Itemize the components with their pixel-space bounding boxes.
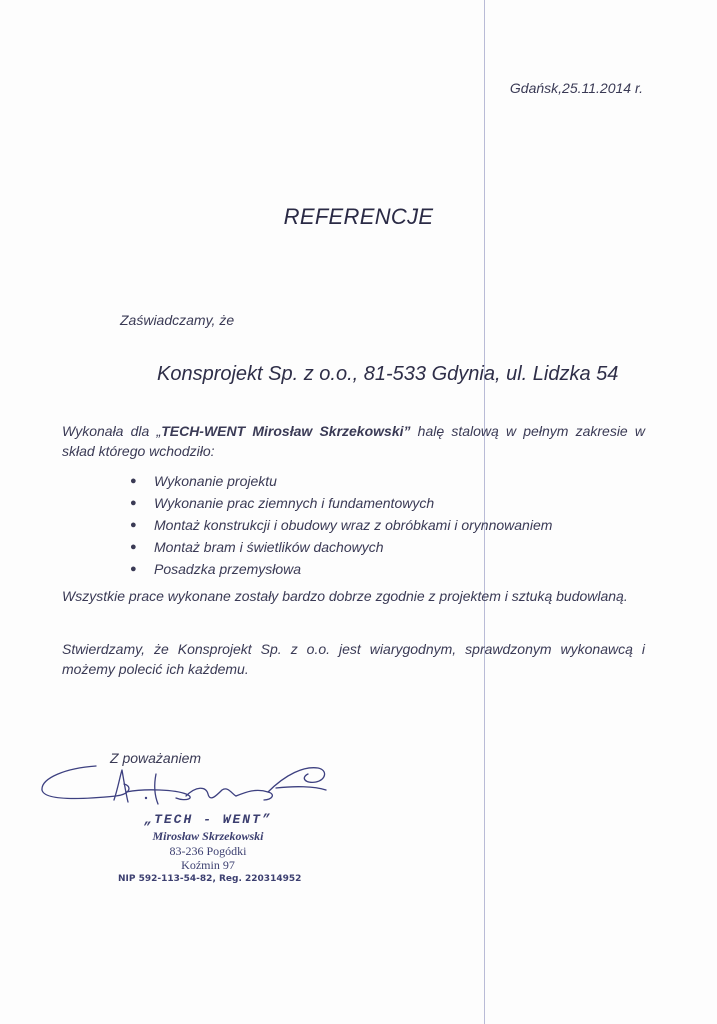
bullet-icon: ● [130,475,137,487]
bullet-icon: ● [130,519,137,531]
company-stamp [118,812,302,884]
handwritten-signature [36,748,336,818]
bullet-icon: ● [130,541,137,553]
intro-line: Zaświadczamy, że [120,312,235,328]
letter-date: Gdańsk,25.11.2014 r. [509,80,643,96]
scope-item [128,536,552,558]
bullet-icon: ● [130,497,137,509]
stamp-owner-name: Mirosław Skrzekowski [152,829,264,843]
bullet-icon: ● [130,563,137,575]
scope-item-text: Wykonanie projektu [154,473,277,489]
paragraph-scope-intro-after: halę stalową w pełnym zakresie w skład którego wchodziło: [62,423,646,459]
scope-item [128,470,552,492]
closing-greeting: Z poważaniem [110,750,202,766]
scope-item-text: Montaż konstrukcji i obudowy wraz z obróbkami i orynnowaniem [154,517,553,533]
paragraph-quality: Wszystkie prace wykonane zostały bardzo dobrze zgodnie z projektem i sztuką budowlaną. [62,588,628,604]
scope-item [128,492,552,514]
company-line: Konsprojekt Sp. z o.o., 81-533 Gdynia, ul. Lidzka 54 [157,363,619,385]
letter-title: REFERENCJE [283,204,434,229]
paragraph-scope-intro [62,421,645,461]
stamp-address-line1: 83-236 Pogódki [169,844,247,858]
scope-list [128,470,552,580]
scope-item-text: Wykonanie prac ziemnych i fundamentowych [154,495,435,511]
stamp-address-line2: Koźmin 97 [181,858,235,872]
paragraph-recommendation: Stwierdzamy, że Konsprojekt Sp. z o.o. jest wiarygodnym, sprawdzonym wykonawcą i możemy polecić ich każdemu. [62,641,645,677]
scope-item-text: Posadzka przemysłowa [154,561,302,577]
stamp-company-name: „TECH - WENT” [144,812,272,827]
paragraph-scope-intro-before: Wykonała dla „ [62,423,162,439]
scope-item [128,514,552,536]
stamp-tax-ids: NIP 592-113-54-82, Reg. 220314952 [118,874,302,884]
scope-item [128,558,552,580]
scope-item-text: Montaż bram i świetlików dachowych [154,539,384,555]
client-name: TECH-WENT Mirosław Skrzekowski” [161,423,411,439]
